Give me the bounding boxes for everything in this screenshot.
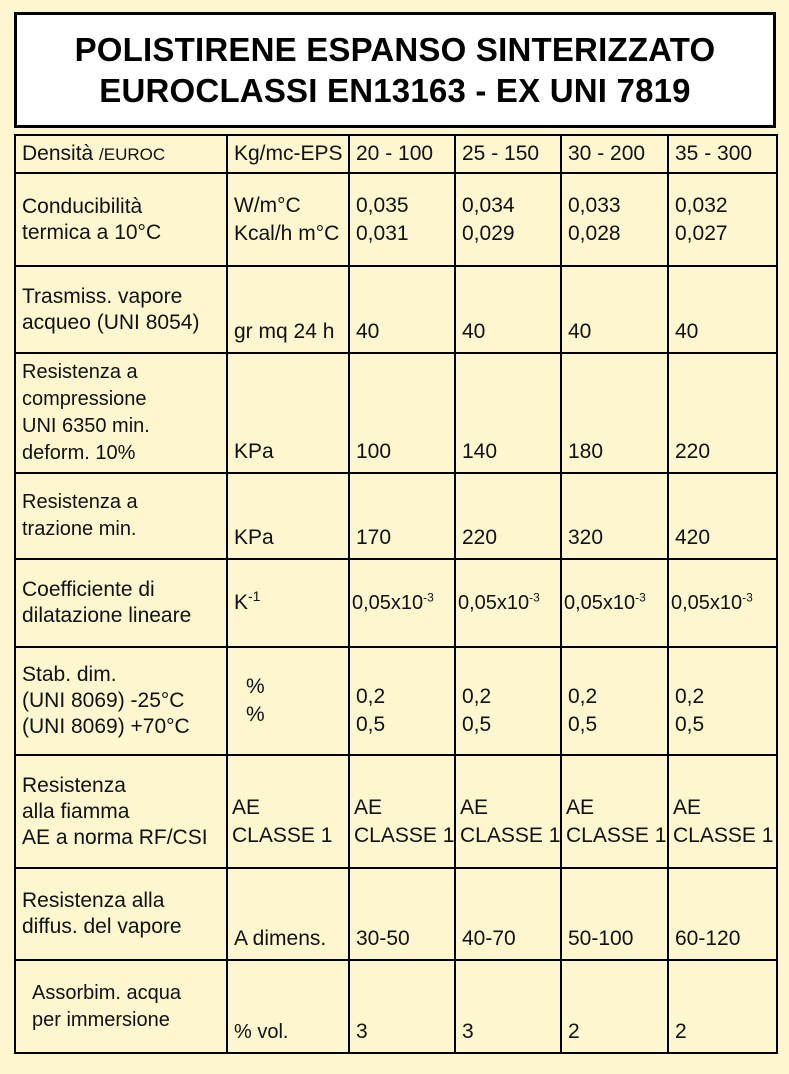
table-row — [15, 755, 777, 868]
value-text: 0,2 — [356, 685, 386, 708]
value-cell — [349, 559, 455, 647]
property-text: Resistenza — [22, 773, 126, 797]
value-cell — [455, 647, 561, 755]
property-cell — [15, 173, 227, 266]
property-text: Stab. dim. — [22, 663, 117, 686]
value-text: 0,032 — [675, 193, 728, 217]
value-text: 0,5 — [568, 713, 598, 736]
property-text: Resistenza a — [22, 491, 138, 513]
value-cell: 140 — [455, 353, 561, 473]
value-text: 0,027 — [675, 221, 728, 245]
value-cell: 40 — [561, 266, 668, 353]
value-text: 0,031 — [356, 221, 409, 245]
unit-cell — [227, 173, 349, 266]
property-text: compressione — [22, 388, 147, 410]
value-cell: 2 — [561, 960, 668, 1053]
header-property-suffix: /EUROC — [99, 144, 166, 164]
value-cell: 30-50 — [349, 868, 455, 960]
value-text: AE — [354, 795, 383, 819]
header-property: Densità — [22, 141, 94, 165]
unit-text: W/m°C — [234, 193, 301, 217]
header-class: 35 - 300 — [668, 135, 777, 173]
property-text: (UNI 8069) +70°C — [22, 715, 190, 738]
property-text: trazione min. — [22, 518, 137, 540]
value-cell — [561, 755, 668, 868]
value-cell — [455, 755, 561, 868]
table-row — [15, 868, 777, 960]
value-cell — [561, 647, 668, 755]
property-cell — [15, 868, 227, 960]
header-class: 25 - 150 — [455, 135, 561, 173]
value-text: 0,033 — [568, 193, 621, 217]
value-text: 0,029 — [462, 221, 515, 245]
value-text: AE — [673, 795, 702, 819]
property-text: dilatazione lineare — [22, 604, 192, 627]
value-cell — [561, 559, 668, 647]
unit-cell: % vol. — [227, 960, 349, 1053]
value-text: 0,05x10 — [458, 592, 530, 614]
value-cell — [349, 647, 455, 755]
property-text: acqueo (UNI 8054) — [22, 310, 200, 334]
value-text: 0,035 — [356, 193, 409, 217]
table-row — [15, 173, 777, 266]
unit-cell: gr mq 24 h — [227, 266, 349, 353]
value-cell: 40-70 — [455, 868, 561, 960]
value-cell: 220 — [668, 353, 777, 473]
unit-cell: A dimens. — [227, 868, 349, 960]
value-text: 0,05x10 — [671, 592, 743, 614]
value-cell — [455, 173, 561, 266]
value-cell: 100 — [349, 353, 455, 473]
value-cell — [668, 559, 777, 647]
value-text: 0,5 — [462, 713, 492, 736]
value-cell: 180 — [561, 353, 668, 473]
header-class: 20 - 100 — [349, 135, 455, 173]
property-text: Resistenza a — [22, 361, 138, 383]
header-unit: Kg/mc-EPS — [227, 135, 349, 173]
property-cell — [15, 755, 227, 868]
table-row — [15, 559, 777, 647]
property-text: Assorbim. acqua — [32, 981, 181, 1004]
value-exponent: -3 — [742, 590, 753, 605]
value-cell: 40 — [455, 266, 561, 353]
table-row — [15, 473, 777, 559]
value-text: CLASSE 1 — [354, 823, 455, 847]
unit-cell — [227, 559, 349, 647]
value-text: 0,5 — [675, 713, 705, 736]
property-cell — [15, 473, 227, 559]
value-cell: 2 — [668, 960, 777, 1053]
value-text: 0,2 — [462, 685, 492, 708]
table-row — [15, 647, 777, 755]
unit-text: CLASSE 1 — [232, 823, 333, 847]
property-text: diffus. del vapore — [22, 915, 182, 938]
value-cell: 420 — [668, 473, 777, 559]
unit-text: % — [246, 675, 265, 698]
property-text: deform. 10% — [22, 442, 136, 464]
title-box — [14, 12, 776, 128]
title-line-1: POLISTIRENE ESPANSO SINTERIZZATO — [74, 31, 716, 68]
property-cell — [15, 353, 227, 473]
header-property-cell — [15, 135, 227, 173]
value-cell: 60-120 — [668, 868, 777, 960]
property-cell — [15, 647, 227, 755]
value-text: 0,5 — [356, 713, 386, 736]
value-cell: 220 — [455, 473, 561, 559]
header-row — [15, 135, 777, 173]
unit-cell: KPa — [227, 473, 349, 559]
property-cell — [15, 960, 227, 1053]
value-exponent: -3 — [423, 590, 434, 605]
value-cell — [668, 173, 777, 266]
value-text: 0,028 — [568, 221, 621, 245]
title-line-2: EUROCLASSI EN13163 - EX UNI 7819 — [99, 72, 691, 109]
property-text: termica a 10°C — [22, 220, 162, 244]
value-cell: 40 — [668, 266, 777, 353]
value-cell — [668, 755, 777, 868]
unit-exponent: -1 — [248, 588, 261, 604]
property-text: alla fiamma — [22, 799, 130, 823]
property-text: per immersione — [32, 1008, 170, 1031]
unit-cell: KPa — [227, 353, 349, 473]
value-text: 0,05x10 — [352, 592, 424, 614]
value-text: AE — [460, 795, 489, 819]
value-cell — [349, 173, 455, 266]
property-text: Coefficiente di — [22, 578, 155, 601]
unit-text: Kcal/h m°C — [234, 221, 340, 245]
property-text: Trasmiss. vapore — [22, 284, 183, 308]
value-cell — [561, 173, 668, 266]
property-text: AE a norma RF/CSI — [22, 825, 208, 849]
value-cell — [349, 755, 455, 868]
spec-table — [14, 134, 778, 1054]
value-text: AE — [566, 795, 595, 819]
value-text: CLASSE 1 — [566, 823, 667, 847]
value-text: 0,2 — [568, 685, 598, 708]
property-cell — [15, 559, 227, 647]
value-cell — [668, 647, 777, 755]
header-class: 30 - 200 — [561, 135, 668, 173]
property-text: (UNI 8069) -25°C — [22, 689, 185, 712]
value-cell: 3 — [349, 960, 455, 1053]
value-text: 0,05x10 — [564, 592, 636, 614]
value-cell: 40 — [349, 266, 455, 353]
value-exponent: -3 — [529, 590, 540, 605]
value-cell: 170 — [349, 473, 455, 559]
property-text: Resistenza alla — [22, 889, 165, 912]
value-cell: 3 — [455, 960, 561, 1053]
property-text: UNI 6350 min. — [22, 415, 150, 437]
table-row — [15, 353, 777, 473]
value-cell: 320 — [561, 473, 668, 559]
table-row — [15, 960, 777, 1053]
table-row — [15, 266, 777, 353]
unit-text: AE — [232, 795, 261, 819]
property-text: Conducibilità — [22, 194, 143, 218]
value-exponent: -3 — [635, 590, 646, 605]
value-text: CLASSE 1 — [673, 823, 774, 847]
unit-text: K — [234, 591, 249, 614]
property-cell — [15, 266, 227, 353]
value-text: 0,034 — [462, 193, 515, 217]
unit-cell — [227, 755, 349, 868]
value-cell: 50-100 — [561, 868, 668, 960]
unit-text: % — [246, 703, 265, 726]
value-cell — [455, 559, 561, 647]
value-text: 0,2 — [675, 685, 705, 708]
unit-cell — [227, 647, 349, 755]
value-text: CLASSE 1 — [460, 823, 561, 847]
